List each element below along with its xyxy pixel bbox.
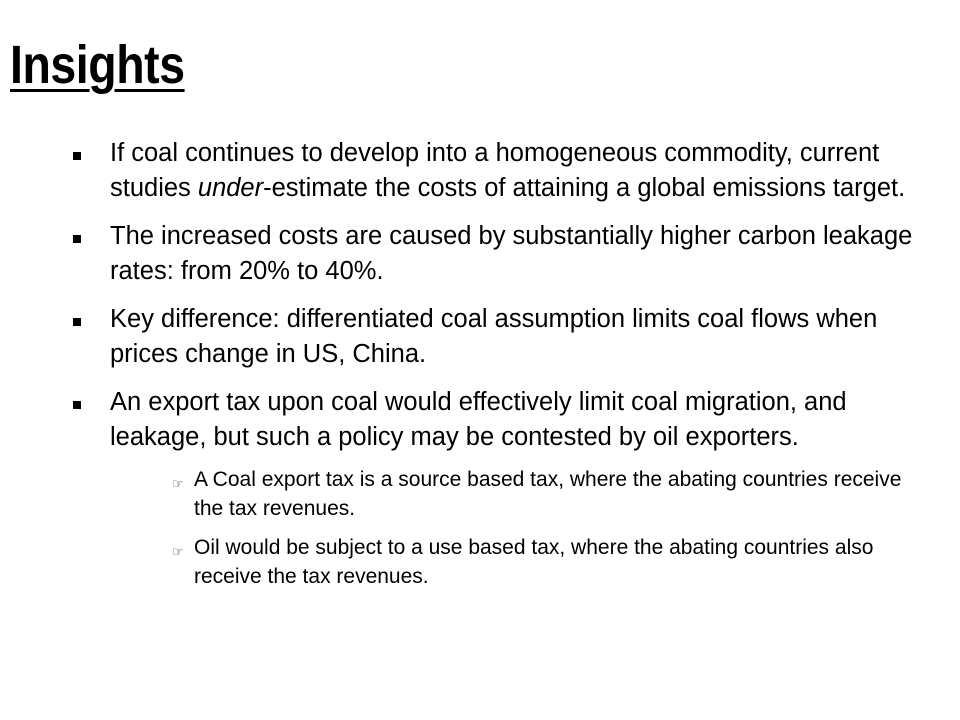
bullet-item: [73, 219, 913, 289]
square-bullet-icon: [73, 401, 81, 409]
bullet-item: [73, 385, 913, 591]
emphasis-text: under: [197, 174, 264, 202]
bullet-item: [73, 302, 913, 372]
pointing-hand-icon: ☞: [172, 476, 184, 491]
bullet-item: [73, 136, 913, 206]
sub-bullet-item: [147, 465, 913, 523]
bullet-text: An export tax upon coal would effectively limit coal migration, and leakage, but such a policy may be contested by oil exporters.: [110, 388, 847, 451]
slide-title: Insights: [10, 35, 185, 95]
square-bullet-icon: [73, 152, 81, 160]
sub-bullet-list: [110, 465, 913, 591]
bullet-text: Key difference: differentiated coal assumption limits coal flows when prices change in US, China.: [110, 305, 878, 368]
bullet-text: If coal continues to develop into a homogeneous commodity, current studies under-estimate the costs of attaining a global emissions target.: [110, 139, 906, 202]
square-bullet-icon: [73, 318, 81, 326]
sub-bullet-text: A Coal export tax is a source based tax, where the abating countries receive the tax revenues.: [194, 468, 902, 520]
square-bullet-icon: [73, 235, 81, 243]
bullet-list: [73, 136, 913, 604]
sub-bullet-item: [147, 533, 913, 591]
pointing-hand-icon: ☞: [172, 544, 184, 559]
sub-bullet-text: Oil would be subject to a use based tax, where the abating countries also receive the tax revenues.: [194, 536, 874, 588]
bullet-text: The increased costs are caused by substantially higher carbon leakage rates: from 20% to 40%.: [110, 222, 913, 285]
